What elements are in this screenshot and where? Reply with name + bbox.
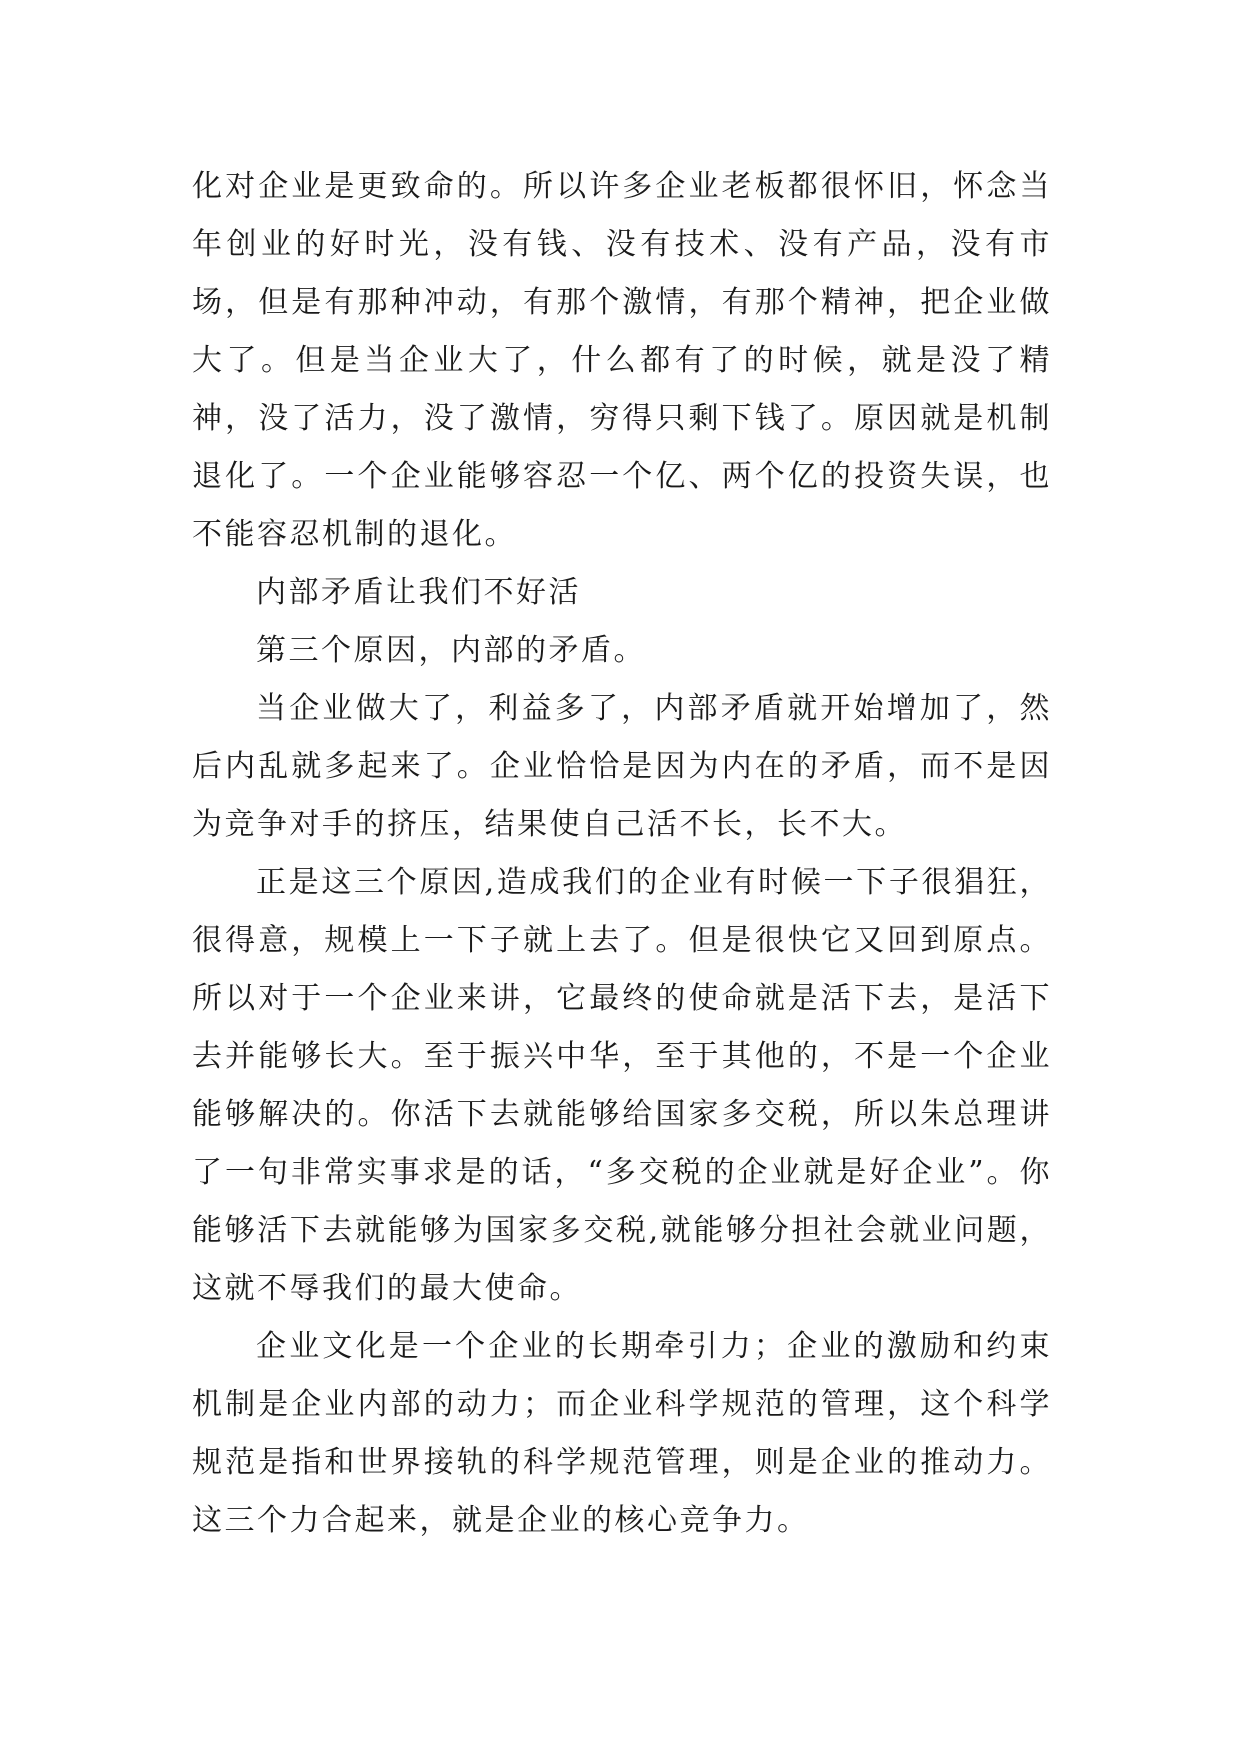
paragraph: 正是这三个原因,造成我们的企业有时候一下子很猖狂，很得意，规模上一下子就上去了。但是很快它又回到原点。所以对于一个企业来讲，它最终的使命就是活下去，是活下去并能够长大。至于振兴中华，至于其他的，不是一个企业能够解决的。你活下去就能够给国家多交税，所以朱总理讲了一句非常实事求是的话，“多交税的企业就是好企业”。你能够活下去就能够为国家多交税,就能够分担社会就业问题，这就不辱我们的最大使命。: [192, 865, 1052, 1306]
paragraph: 企业文化是一个企业的长期牵引力；企业的激励和约束机制是企业内部的动力；而企业科学规范的管理，这个科学规范是指和世界接轨的科学规范管理，则是企业的推动力。这三个力合起来，就是企业的核心竞争力。: [192, 1329, 1052, 1538]
section-heading: 内部矛盾让我们不好活: [256, 575, 581, 610]
paragraph-continuation: 化对企业是更致命的。所以许多企业老板都很怀旧，怀念当年创业的好时光，没有钱、没有技术、没有产品，没有市场，但是有那种冲动，有那个激情，有那个精神，把企业做大了。但是当企业大了，什么都有了的时候，就是没了精神，没了活力，没了激情，穷得只剩下钱了。原因就是机制退化了。一个企业能够容忍一个亿、两个亿的投资失误，也不能容忍机制的退化。: [192, 169, 1052, 552]
document-body: [192, 158, 1052, 1550]
paragraph: 当企业做大了，利益多了，内部矛盾就开始增加了，然后内乱就多起来了。企业恰恰是因为内在的矛盾，而不是因为竞争对手的挤压，结果使自己活不长，长不大。: [192, 691, 1052, 842]
paragraph: 第三个原因，内部的矛盾。: [256, 633, 646, 668]
